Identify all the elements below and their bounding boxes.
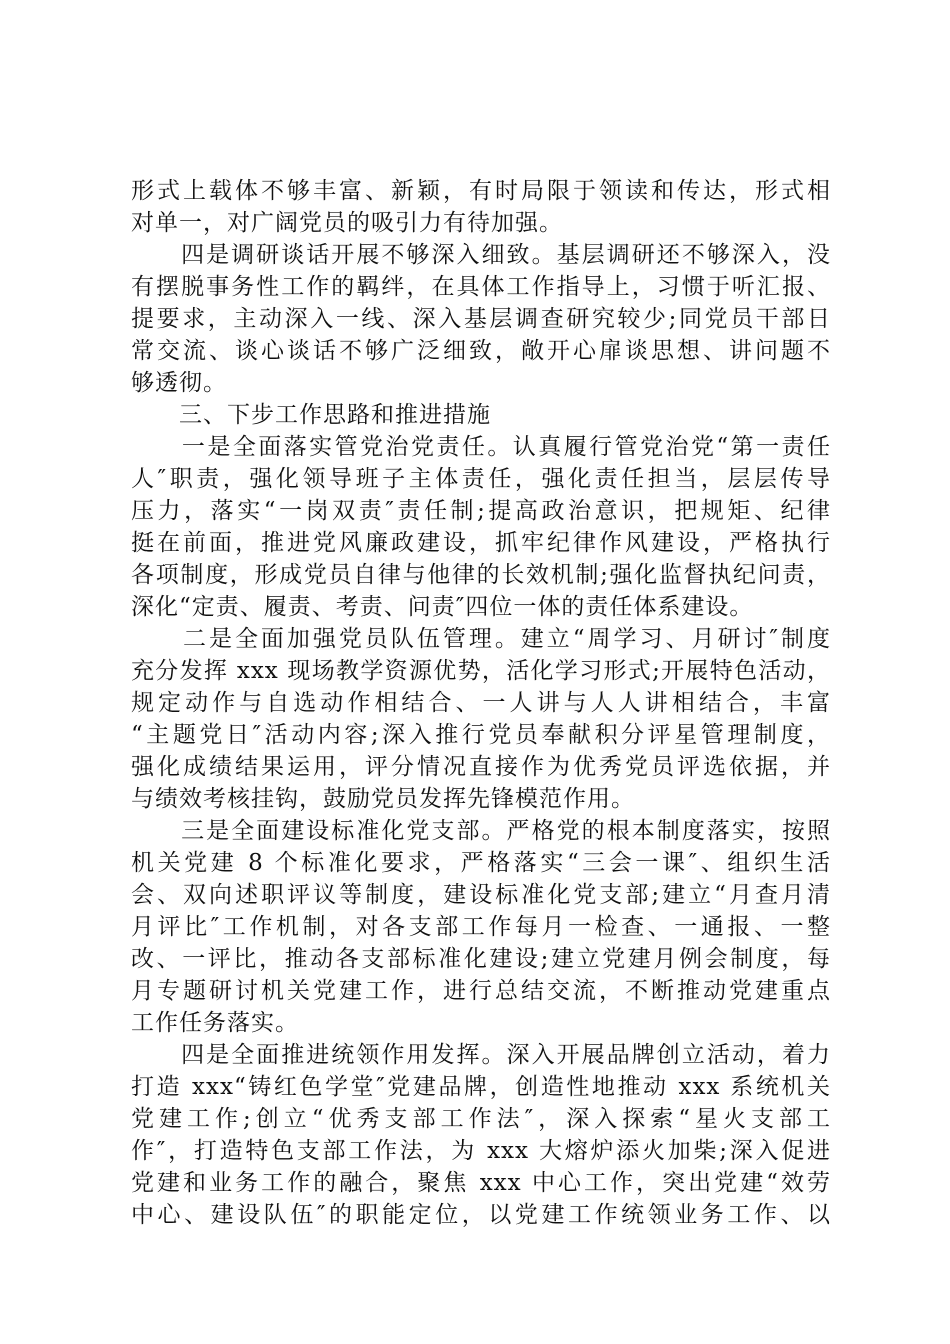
text-line: 规定动作与自选动作相结合、一人讲与人人讲相结合，丰富 bbox=[131, 690, 831, 716]
text-line: 党建工作;创立“优秀支部工作法″，深入探索“星火支部工 bbox=[131, 1106, 831, 1132]
text-line: 一是全面落实管党治党责任。认真履行管党治党“第一责任 bbox=[131, 434, 831, 460]
section-heading: 三、下步工作思路和推进措施 bbox=[131, 402, 491, 428]
text-line: 与绩效考核挂钩，鼓励党员发挥先锋模范作用。 bbox=[131, 786, 635, 812]
text-line: 月评比″工作机制，对各支部工作每月一检查、一通报、一整 bbox=[131, 914, 831, 940]
text-line: 人″职责，强化领导班子主体责任，强化责任担当，层层传导 bbox=[131, 466, 831, 492]
text-line: 四是调研谈话开展不够深入细致。基层调研还不够深入，没 bbox=[131, 242, 831, 268]
text-line: 会、双向述职评议等制度，建设标准化党支部;建立“月查月清 bbox=[131, 882, 831, 908]
text-line: 强化成绩结果运用，评分情况直接作为优秀党员评选依据，并 bbox=[131, 754, 831, 780]
text-line: 作″，打造特色支部工作法，为 xxx 大熔炉添火加柴;深入促进 bbox=[131, 1138, 831, 1164]
text-line: 形式上载体不够丰富、新颖，有时局限于领读和传达，形式相 bbox=[131, 178, 831, 204]
text-line: 对单一，对广阔党员的吸引力有待加强。 bbox=[131, 210, 563, 236]
text-line: 有摆脱事务性工作的羁绊，在具体工作指导上，习惯于听汇报、 bbox=[131, 274, 831, 300]
text-line: “主题党日″活动内容;深入推行党员奉献积分评星管理制度， bbox=[131, 722, 831, 748]
text-line: 打造 xxx“铸红色学堂″党建品牌，创造性地推动 xxx 系统机关 bbox=[131, 1074, 831, 1100]
text-line: 党建和业务工作的融合，聚焦 xxx 中心工作，突出党建“效劳 bbox=[131, 1170, 831, 1196]
text-line: 提要求，主动深入一线、深入基层调查研究较少;同党员干部日 bbox=[131, 306, 831, 332]
text-line: 三是全面建设标准化党支部。严格党的根本制度落实，按照 bbox=[131, 818, 831, 844]
text-line: 深化“定责、履责、考责、问责″四位一体的责任体系建设。 bbox=[131, 594, 754, 620]
text-line: 四是全面推进统领作用发挥。深入开展品牌创立活动，着力 bbox=[131, 1042, 831, 1068]
text-line: 挺在前面，推进党风廉政建设，抓牢纪律作风建设，严格执行 bbox=[131, 530, 831, 556]
text-line: 常交流、谈心谈话不够广泛细致，敞开心扉谈思想、讲问题不 bbox=[131, 338, 831, 364]
text-line: 中心、建设队伍″的职能定位，以党建工作统领业务工作、以 bbox=[131, 1202, 831, 1228]
text-line: 工作任务落实。 bbox=[131, 1010, 299, 1036]
text-line: 压力，落实“一岗双责″责任制;提高政治意识，把规矩、纪律 bbox=[131, 498, 831, 524]
text-line: 够透彻。 bbox=[131, 370, 227, 396]
text-line: 月专题研讨机关党建工作，进行总结交流，不断推动党建重点 bbox=[131, 978, 831, 1004]
document-body bbox=[131, 175, 831, 1231]
text-line: 改、一评比，推动各支部标准化建设;建立党建月例会制度，每 bbox=[131, 946, 831, 972]
text-line: 机关党建 8 个标准化要求，严格落实“三会一课″、组织生活 bbox=[131, 850, 831, 876]
text-line: 充分发挥 xxx 现场教学资源优势，活化学习形式;开展特色活动， bbox=[131, 658, 831, 684]
text-line: 各项制度，形成党员自律与他律的长效机制;强化监督执纪问责， bbox=[131, 562, 831, 588]
text-line: 二是全面加强党员队伍管理。建立“周学习、月研讨″制度 bbox=[131, 626, 831, 652]
